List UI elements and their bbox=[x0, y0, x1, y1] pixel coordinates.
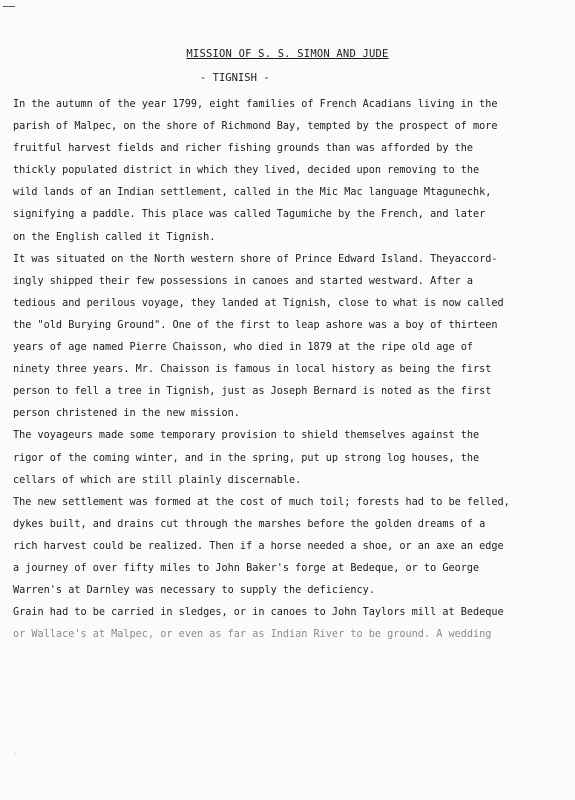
text-line: Warren's at Darnley was necessary to supply the deficiency. bbox=[13, 585, 375, 597]
text-line: person christened in the new mission. bbox=[13, 408, 240, 420]
text-line: Grain had to be carried in sledges, or in canoes to John Taylors mill at Bedeque bbox=[13, 607, 504, 619]
text-line: ninety three years. Mr. Chaisson is famous in local history as being the first bbox=[13, 364, 492, 376]
text-line: In the autumn of the year 1799, eight families of French Acadians living in the bbox=[13, 99, 498, 110]
document-title bbox=[0, 48, 575, 60]
corner-mark bbox=[3, 6, 15, 7]
text-line: The new settlement was formed at the cost of much toil; forests had to be felled, bbox=[13, 496, 510, 508]
text-line: tedious and perilous voyage, they landed at Tignish, close to what is now called bbox=[13, 297, 504, 309]
text-line: parish of Malpec, on the shore of Richmond Bay, tempted by the prospect of more bbox=[13, 121, 498, 133]
text-line: the "old Burying Ground". One of the first to leap ashore was a boy of thirteen bbox=[13, 319, 498, 331]
text-line: ingly shipped their few possessions in canoes and started westward. After a bbox=[13, 275, 474, 287]
text-line: fruitful harvest fields and richer fishing grounds than was afforded by the bbox=[13, 143, 474, 155]
text-line: The voyageurs made some temporary provision to shield themselves against the bbox=[13, 430, 480, 442]
text-line: signifying a paddle. This place was called Tagumiche by the French, and later bbox=[13, 209, 486, 221]
scan-speck: · bbox=[13, 750, 19, 760]
text-line: dykes built, and drains cut through the marshes before the golden dreams of a bbox=[13, 518, 486, 530]
text-line: thickly populated district in which they lived, decided upon removing to the bbox=[13, 165, 480, 177]
document-title-text: MISSION OF S. S. SIMON AND JUDE bbox=[186, 48, 389, 60]
text-line: a journey of over fifty miles to John Baker's forge at Bedeque, or to George bbox=[13, 562, 480, 574]
text-line: rigor of the coming winter, and in the spring, put up strong log houses, the bbox=[13, 452, 480, 464]
text-line: on the English called it Tignish. bbox=[13, 231, 216, 243]
text-line: rich harvest could be realized. Then if a horse needed a shoe, or an axe an edge bbox=[13, 540, 504, 552]
document-body bbox=[13, 94, 568, 646]
text-line: cellars of which are still plainly discernable. bbox=[13, 474, 302, 486]
text-line: person to fell a tree in Tignish, just as Joseph Bernard is noted as the first bbox=[13, 386, 492, 398]
document-subtitle: - TIGNISH - bbox=[200, 72, 270, 84]
text-line: It was situated on the North western shore of Prince Edward Island. Theyaccord- bbox=[13, 253, 498, 265]
text-line: years of age named Pierre Chaisson, who died in 1879 at the ripe old age of bbox=[13, 342, 474, 354]
text-line: wild lands of an Indian settlement, called in the Mic Mac language Mtagunechk, bbox=[13, 187, 492, 199]
text-line: or Wallace's at Malpec, or even as far as Indian River to be ground. A wedding bbox=[13, 629, 492, 641]
